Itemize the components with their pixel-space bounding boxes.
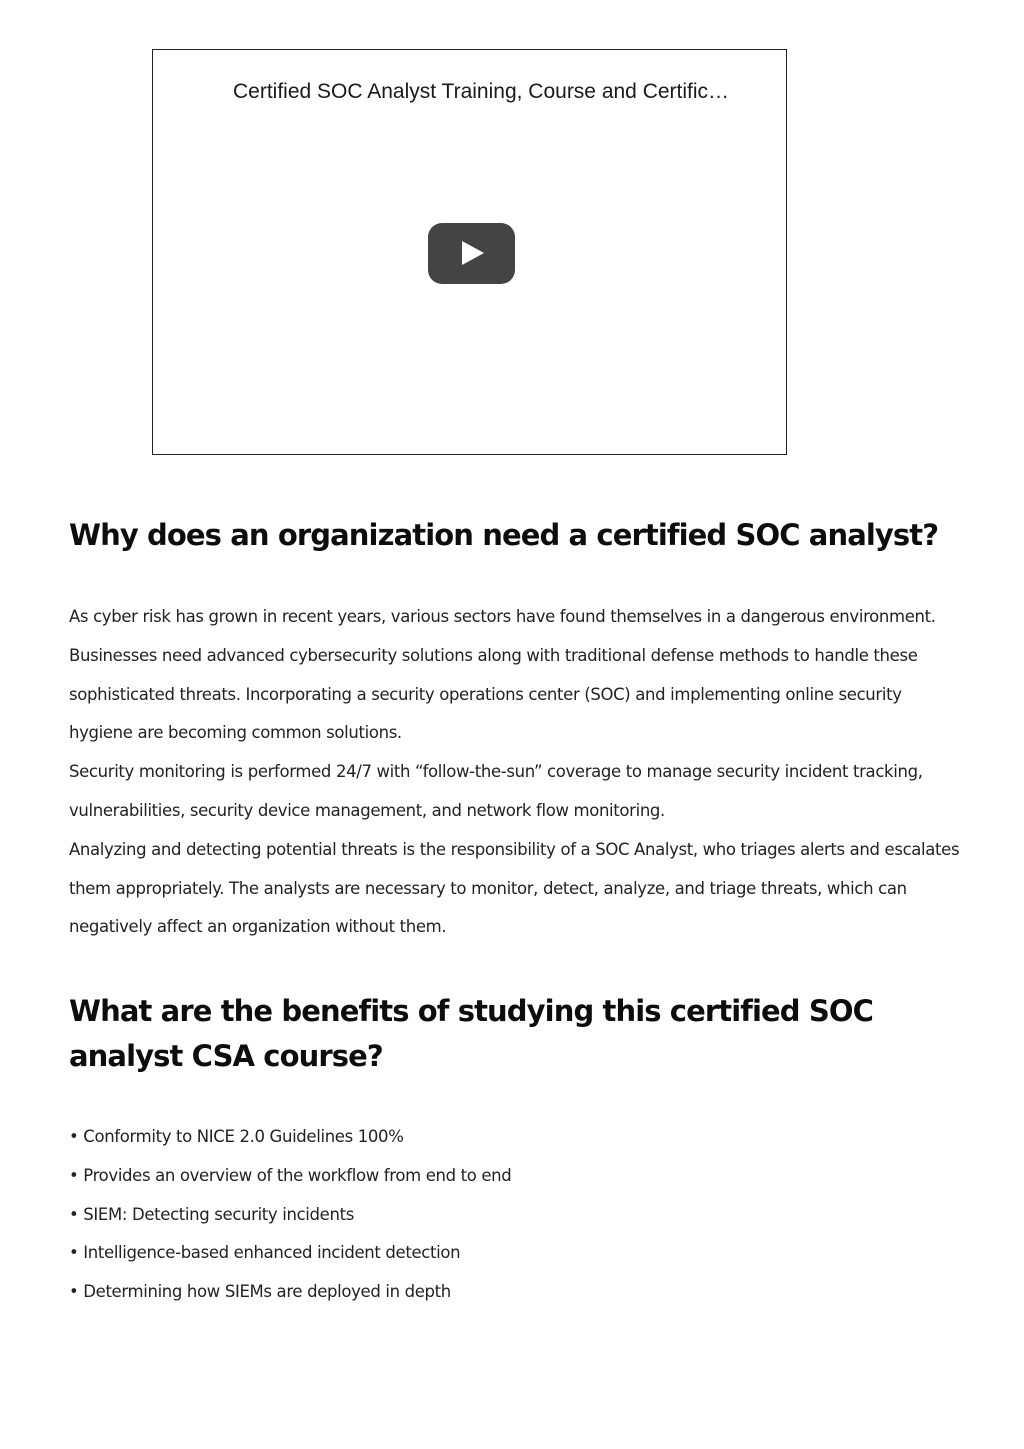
list-item: • Conformity to NICE 2.0 Guidelines 100% bbox=[69, 1118, 511, 1157]
list-item: • Intelligence-based enhanced incident detection bbox=[69, 1234, 511, 1273]
section-heading-course-benefits: What are the benefits of studying this certified SOC analyst CSA course? bbox=[69, 994, 873, 1073]
benefits-list bbox=[69, 1118, 511, 1312]
play-button[interactable] bbox=[428, 223, 515, 284]
video-title[interactable]: Certified SOC Analyst Training, Course and Certific… bbox=[233, 80, 730, 103]
paragraph-cyber-risk: As cyber risk has grown in recent years, various sectors have found themselves in a dangerous environment. Businesses need advanced cybersecurity solutions along with traditional defense methods to handle these sophisticated threats. Incorporating a security operations center (SOC) and implementing online security hygiene are becoming common solutions. bbox=[69, 607, 936, 743]
paragraph-soc-analyst-role: Analyzing and detecting potential threats is the responsibility of a SOC Analyst, who triages alerts and escalates them appropriately. The analysts are necessary to monitor, detect, analyze, and triage threats, which can negatively affect an organization without them. bbox=[69, 839, 960, 937]
play-icon bbox=[462, 241, 484, 265]
list-item: • Provides an overview of the workflow from end to end bbox=[69, 1157, 511, 1196]
paragraph-security-monitoring: Security monitoring is performed 24/7 with “follow-the-sun” coverage to manage security incident tracking, vulnerabilities, security device management, and network flow monitoring. bbox=[69, 762, 923, 820]
section-heading-why-soc-analyst: Why does an organization need a certified SOC analyst? bbox=[69, 518, 939, 552]
list-item: • SIEM: Detecting security incidents bbox=[69, 1196, 511, 1235]
video-embed[interactable] bbox=[152, 49, 787, 455]
section-body-why-soc-analyst bbox=[69, 598, 969, 947]
list-item: • Determining how SIEMs are deployed in depth bbox=[69, 1273, 511, 1312]
